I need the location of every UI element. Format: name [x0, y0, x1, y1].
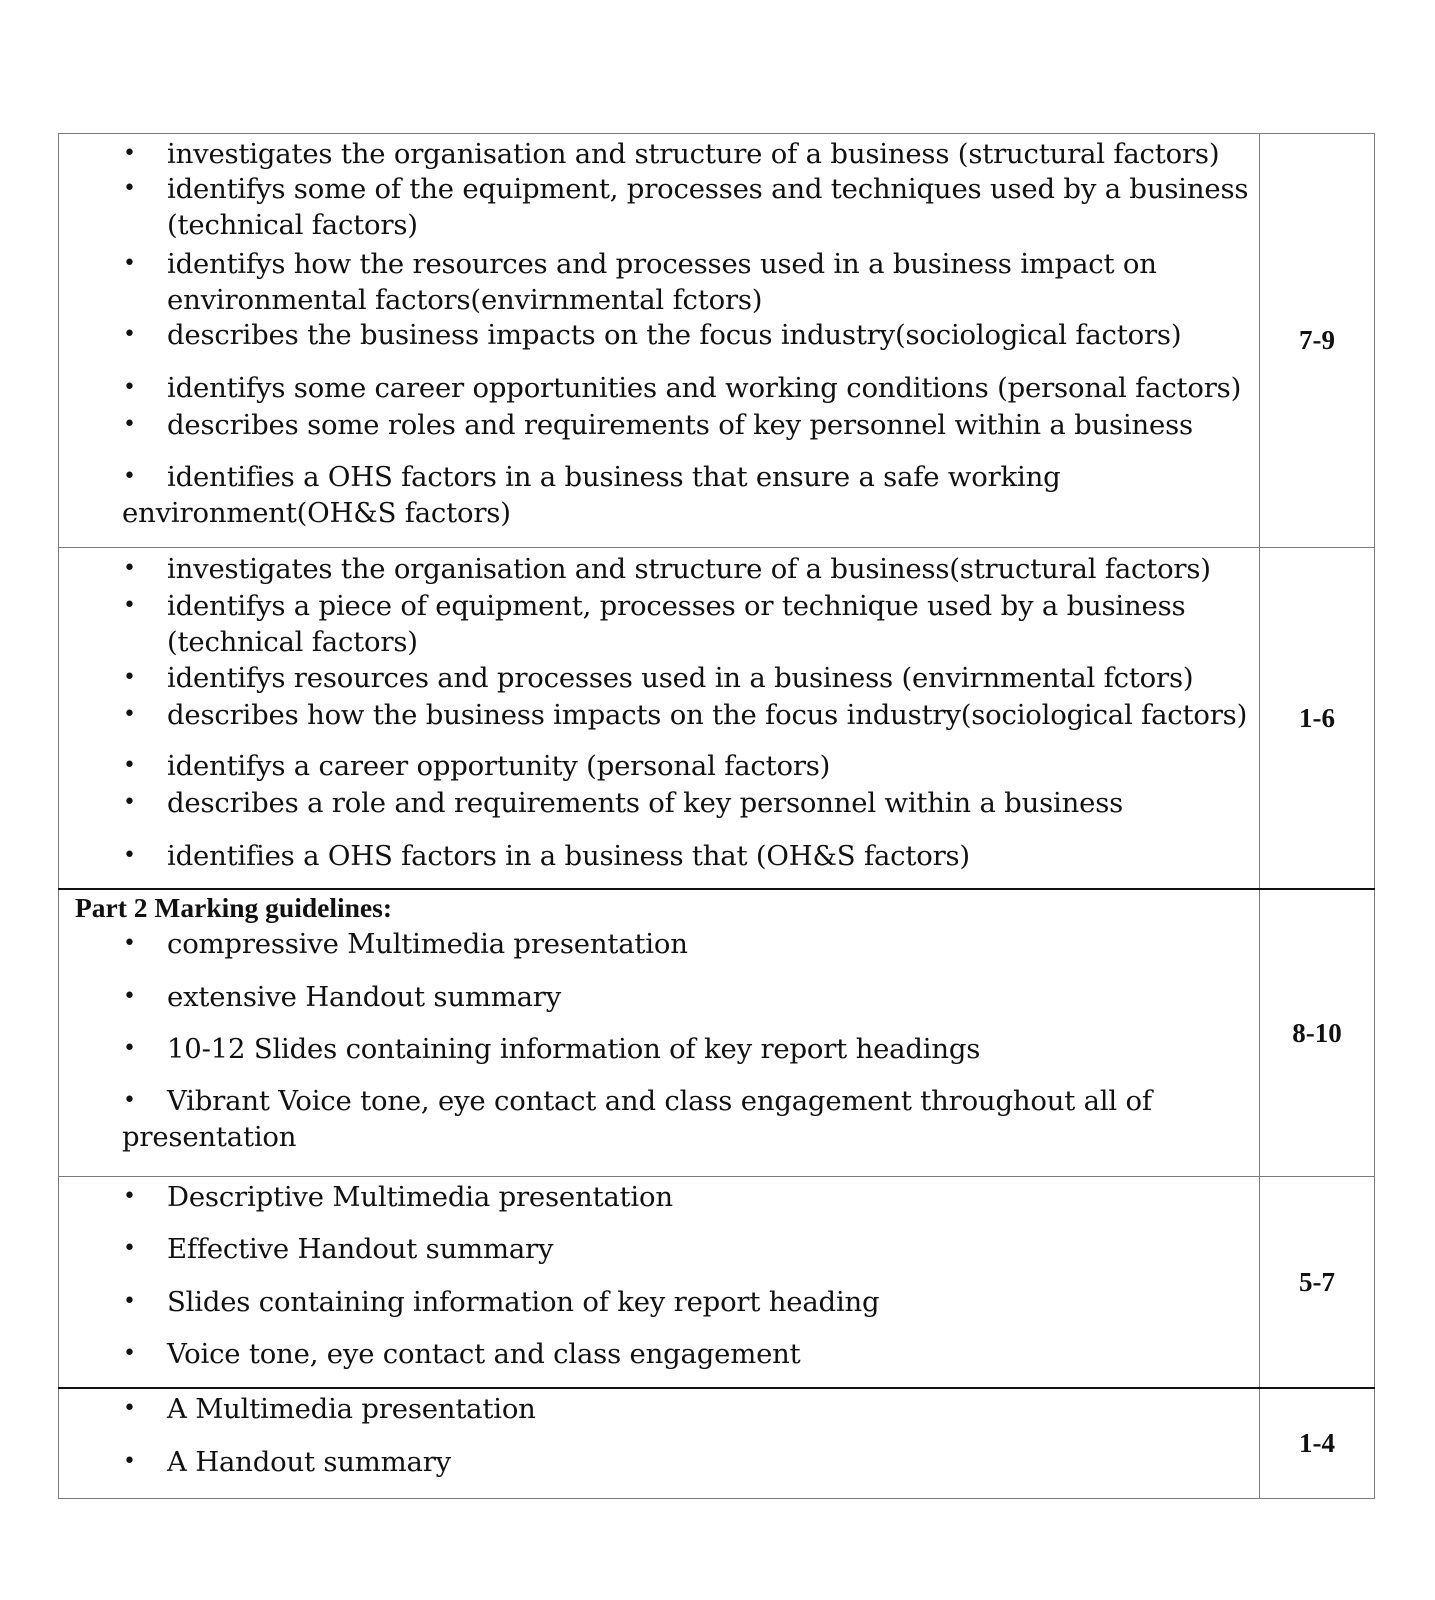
- criteria-cell: [59, 1388, 1260, 1499]
- bullet-icon: •: [123, 1289, 136, 1314]
- table-row: [59, 889, 1375, 1177]
- bullet-icon: •: [123, 1088, 136, 1113]
- list-item: • identifies a OHS factors in a business that (OH&S factors): [123, 840, 970, 872]
- bullet-icon: •: [123, 251, 136, 276]
- list-item: • identifys resources and processes used in a business (envirnmental fctors): [123, 662, 1194, 694]
- criteria-cell: [59, 134, 1260, 548]
- list-item: • describes a role and requirements of key personnel within a business: [123, 787, 1124, 819]
- list-item-continuation: (technical factors): [167, 626, 418, 658]
- bullet-icon: •: [123, 1236, 136, 1261]
- criteria-cell: [59, 548, 1260, 890]
- list-item: • compressive Multimedia presentation: [123, 928, 688, 960]
- bullet-icon: •: [123, 141, 136, 166]
- list-item-continuation: presentation: [122, 1121, 297, 1153]
- bullet-icon: •: [123, 931, 136, 956]
- section-heading: Part 2 Marking guidelines:: [75, 892, 393, 923]
- bullet-icon: •: [123, 1184, 136, 1209]
- bullet-icon: •: [123, 1341, 136, 1366]
- bullet-icon: •: [123, 702, 136, 727]
- bullet-icon: •: [123, 322, 136, 347]
- mark-range: 5-7: [1260, 1177, 1375, 1389]
- table-row: [59, 548, 1375, 890]
- mark-range: 8-10: [1260, 889, 1375, 1177]
- list-item: • extensive Handout summary: [123, 981, 562, 1013]
- criteria-cell: [59, 889, 1260, 1177]
- list-item: • describes some roles and requirements of key personnel within a business: [123, 409, 1193, 441]
- bullet-icon: •: [123, 176, 136, 201]
- list-item: • A Handout summary: [123, 1446, 452, 1478]
- mark-range: 1-6: [1260, 548, 1375, 890]
- marking-guidelines-table: [58, 133, 1375, 1499]
- list-item-continuation: (technical factors): [167, 209, 418, 241]
- list-item: • identifys how the resources and processes used in a business impact on: [123, 248, 1157, 280]
- bullet-icon: •: [123, 1396, 136, 1421]
- list-item: • Slides containing information of key report heading: [123, 1286, 880, 1318]
- table-row: [59, 1388, 1375, 1499]
- bullet-icon: •: [123, 593, 136, 618]
- table-row: [59, 1177, 1375, 1389]
- bullet-icon: •: [123, 984, 136, 1009]
- bullet-icon: •: [123, 843, 136, 868]
- list-item: • Voice tone, eye contact and class engagement: [123, 1338, 801, 1370]
- list-item: • identifys a career opportunity (personal factors): [123, 750, 831, 782]
- list-item: • investigates the organisation and structure of a business (structural factors): [123, 138, 1220, 170]
- list-item: • 10-12 Slides containing information of key report headings: [123, 1033, 981, 1065]
- criteria-cell: [59, 1177, 1260, 1389]
- list-item: • identifys a piece of equipment, processes or technique used by a business: [123, 590, 1186, 622]
- list-item: • A Multimedia presentation: [123, 1393, 536, 1425]
- bullet-icon: •: [123, 375, 136, 400]
- bullet-icon: •: [123, 790, 136, 815]
- bullet-icon: •: [123, 556, 136, 581]
- mark-range: 1-4: [1260, 1388, 1375, 1499]
- bullet-icon: •: [123, 753, 136, 778]
- bullet-icon: •: [123, 665, 136, 690]
- list-item: • identifys some of the equipment, processes and techniques used by a business: [123, 173, 1249, 205]
- list-item: • Effective Handout summary: [123, 1233, 554, 1265]
- bullet-icon: •: [123, 1449, 136, 1474]
- list-item: • describes the business impacts on the focus industry(sociological factors): [123, 319, 1182, 351]
- list-item-continuation: environmental factors(envirnmental fctors): [167, 284, 763, 316]
- list-item: • identifies a OHS factors in a business that ensure a safe working: [123, 461, 1061, 493]
- bullet-icon: •: [123, 412, 136, 437]
- bullet-icon: •: [123, 1036, 136, 1061]
- list-item: • identifys some career opportunities and working conditions (personal factors): [123, 372, 1242, 404]
- list-item: • investigates the organisation and structure of a business(structural factors): [123, 553, 1211, 585]
- bullet-icon: •: [123, 464, 136, 489]
- list-item: • Descriptive Multimedia presentation: [123, 1181, 673, 1213]
- list-item: • Vibrant Voice tone, eye contact and class engagement throughout all of: [123, 1085, 1152, 1117]
- table-row: [59, 134, 1375, 548]
- list-item-continuation: environment(OH&S factors): [122, 497, 511, 529]
- mark-range: 7-9: [1260, 134, 1375, 548]
- list-item: • describes how the business impacts on the focus industry(sociological factors): [123, 699, 1248, 731]
